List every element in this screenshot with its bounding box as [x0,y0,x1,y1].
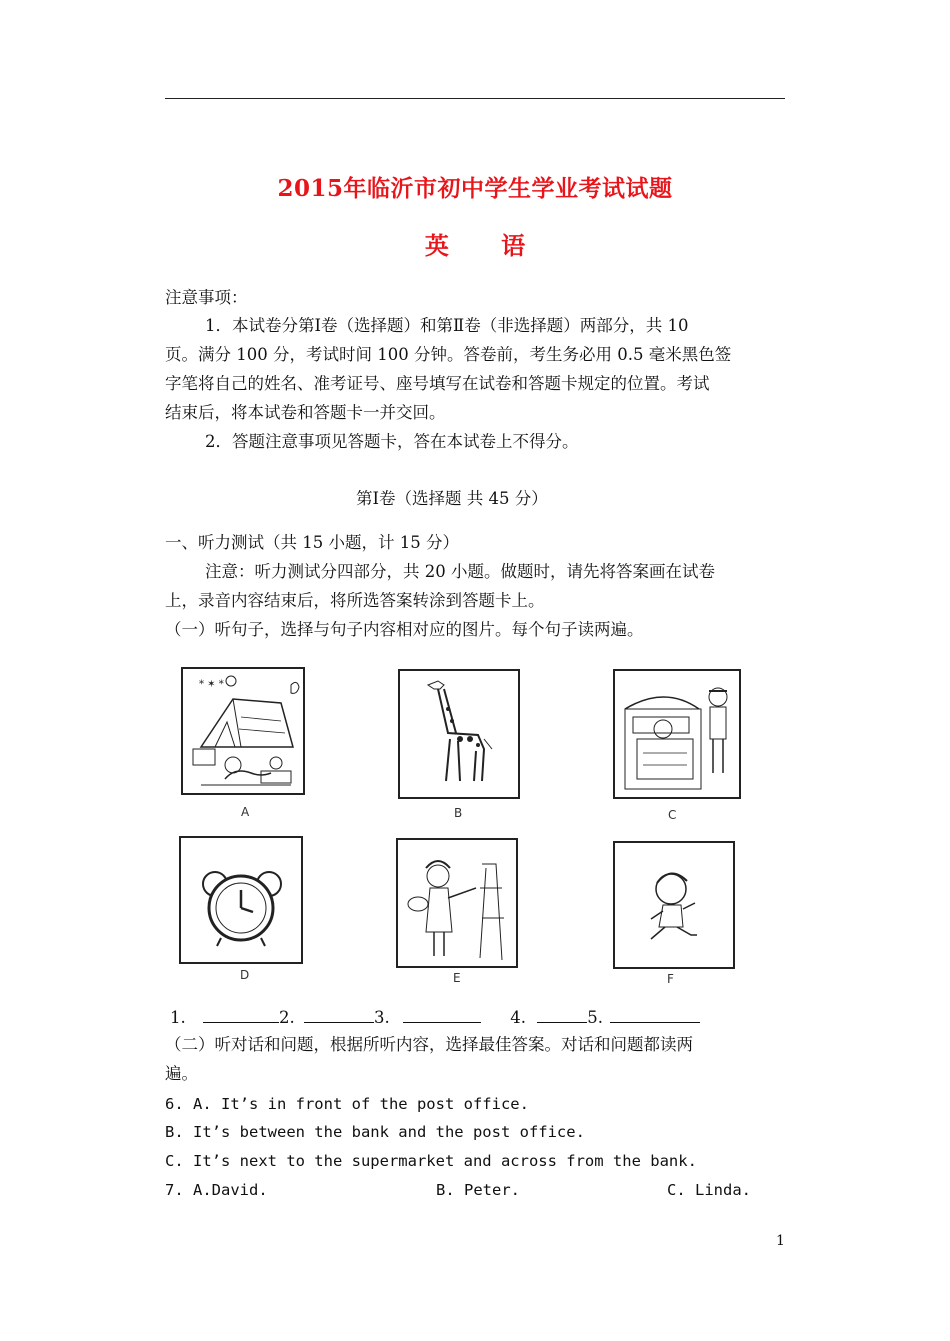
notes-item1-line3: 字笔将自己的姓名、准考证号、座号填写在试卷和答题卡规定的位置。考试 [165,374,710,393]
exam-title: 2015年临沂市初中学生学业考试试题 [277,175,673,202]
answer-blank-1[interactable] [203,1006,279,1023]
q7-option-c: C. Linda. [667,1181,751,1199]
blank-2-label: 2. [279,1008,295,1027]
blank-1-label: 1. [170,1008,186,1027]
answer-blank-3[interactable] [403,1006,481,1023]
q7-option-b: B. Peter. [436,1181,520,1199]
page-number: 1 [776,1233,785,1249]
picture-c-label: C [668,808,677,822]
listening-note-line2: 上，录音内容结束后，将所选答案转涂到答题卡上。 [165,591,545,610]
picture-a-label: A [241,805,250,819]
picture-f [613,841,735,969]
answer-blank-2[interactable] [304,1006,374,1023]
answer-blank-5[interactable] [610,1006,700,1023]
notes-heading: 注意事项： [165,288,248,307]
camping-tent-icon [181,667,305,795]
notes-item1-line2: 页。满分 100 分，考试时间 100 分钟。答卷前，考生务必用 0.5 毫米黑色签 [165,345,732,364]
blank-4-label: 4. [510,1008,526,1027]
q6-option-b: B. It’s between the bank and the post office. [165,1123,585,1141]
notes-item2: 2．答题注意事项见答题卡，答在本试卷上不得分。 [205,432,579,451]
girl-painting-icon [396,838,518,968]
picture-c [613,669,741,799]
svg-text:* ✶ *: * ✶ * [199,679,224,690]
notes-item1-line1: 1．本试卷分第Ⅰ卷（选择题）和第Ⅱ卷（非选择题）两部分，共 10 [205,316,689,335]
sub2-instruction-line2: 遍。 [165,1064,198,1083]
sub1-instruction: （一）听句子，选择与句子内容相对应的图片。每个句子读两遍。 [165,620,644,639]
blank-3-label: 3. [374,1008,390,1027]
giraffe-icon [398,669,520,799]
picture-d [179,836,303,964]
picture-e-label: E [453,971,461,985]
blank-5-label: 5. [587,1008,603,1027]
picture-d-label: D [240,968,250,982]
notes-item1-line4: 结束后，将本试卷和答题卡一并交回。 [165,403,446,422]
child-in-bed-icon [613,669,741,799]
q6-option-a: 6. A. It’s in front of the post office. [165,1095,529,1113]
subject-title: 英 语 [424,231,548,260]
header-rule [165,98,785,99]
answer-blank-4[interactable] [537,1006,587,1023]
picture-b-label: B [454,806,463,820]
q7-option-a: 7. A.David. [165,1181,268,1199]
picture-b [398,669,520,799]
picture-f-label: F [667,972,674,986]
picture-a [181,667,305,795]
listening-note-line1: 注意：听力测试分四部分，共 20 小题。做题时，请先将答案画在试卷 [205,562,715,581]
sub2-instruction-line1: （二）听对话和问题，根据所听内容，选择最佳答案。对话和问题都读两 [165,1035,693,1054]
part1-heading: 第Ⅰ卷（选择题 共 45 分） [356,489,548,508]
q6-option-c: C. It’s next to the supermarket and across from the bank. [165,1152,697,1170]
alarm-clock-icon [179,836,303,964]
picture-e [396,838,518,968]
section1-heading: 一、听力测试（共 15 小题，计 15 分） [165,533,459,552]
answer-blanks-row [170,1006,700,1028]
running-boy-icon [613,841,735,969]
